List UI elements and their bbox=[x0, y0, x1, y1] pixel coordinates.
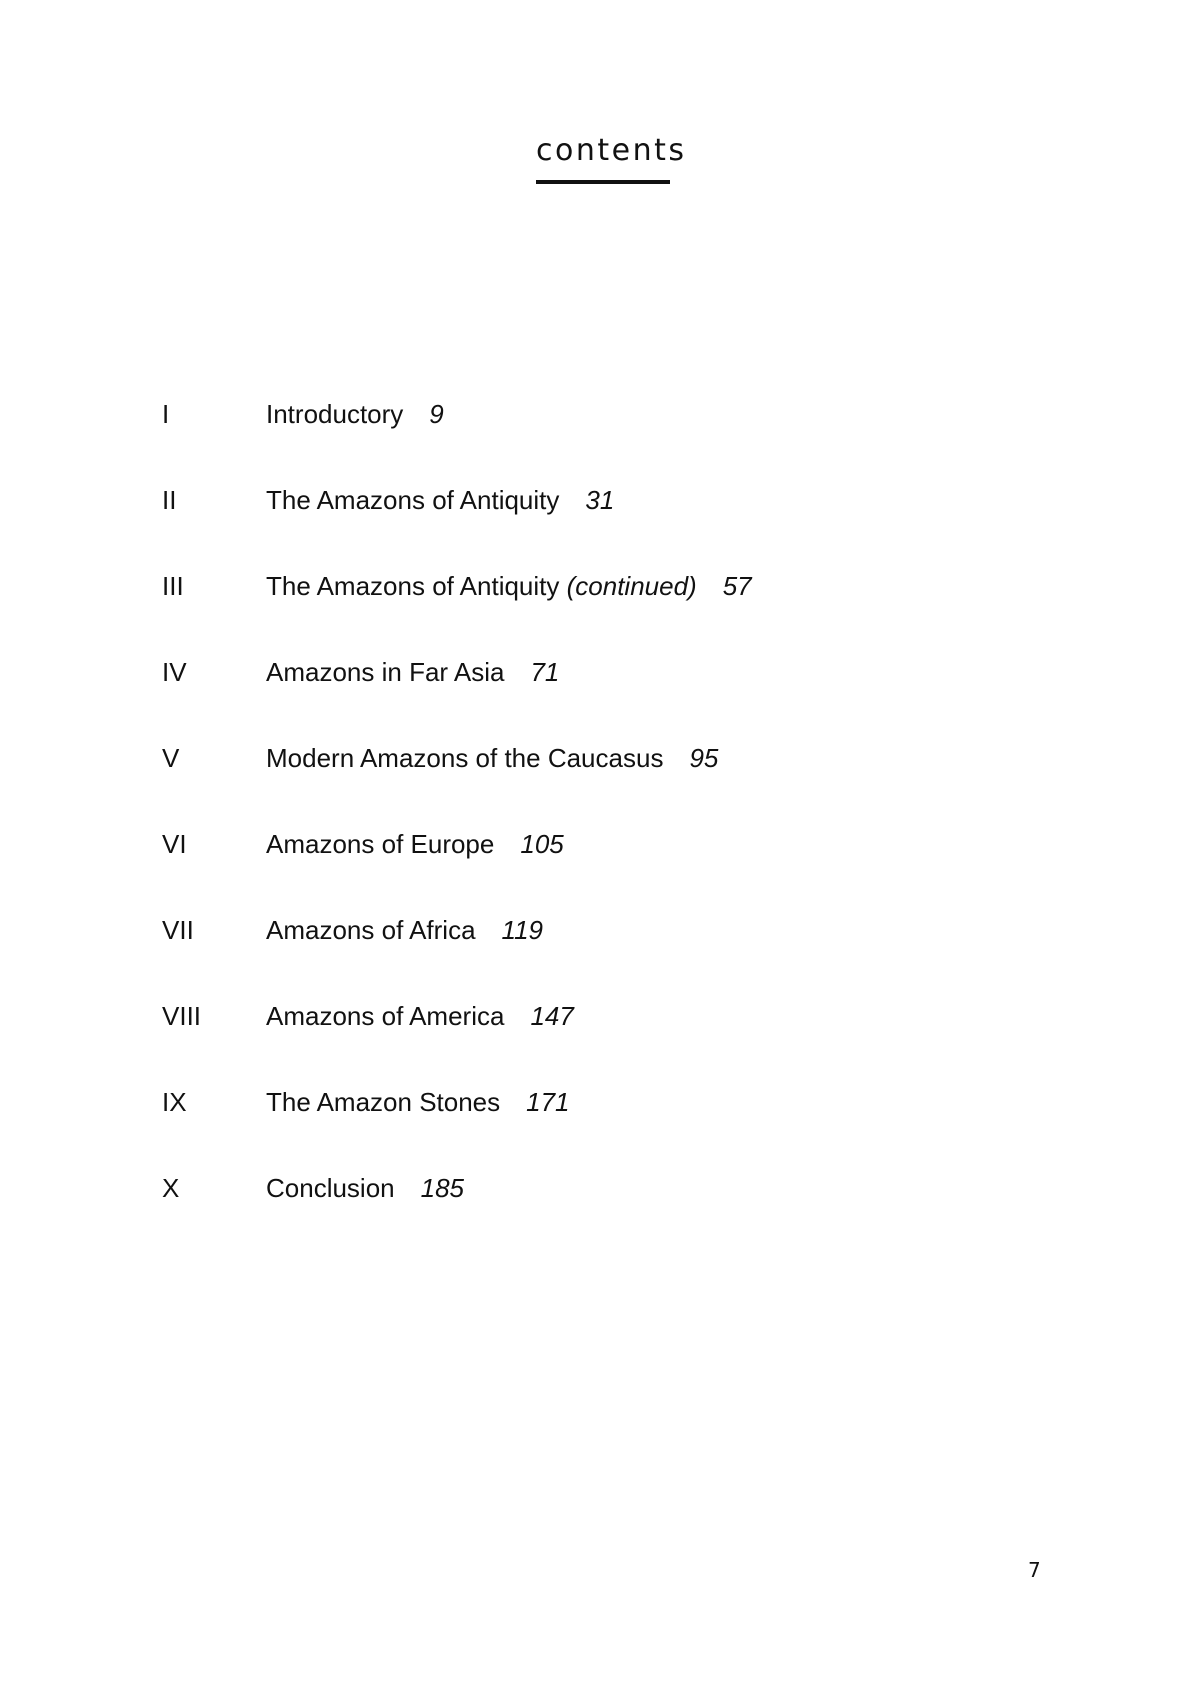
table-of-contents bbox=[0, 396, 1200, 1256]
chapter-page: 119 bbox=[501, 915, 543, 945]
toc-row[interactable] bbox=[0, 1170, 1200, 1256]
page-number: 7 bbox=[1028, 1558, 1041, 1582]
chapter-title: Introductory bbox=[266, 399, 404, 429]
toc-row[interactable] bbox=[0, 826, 1200, 912]
chapter-entry bbox=[266, 482, 614, 518]
chapter-numeral: VII bbox=[162, 915, 194, 945]
chapter-page: 9 bbox=[429, 399, 444, 429]
chapter-title: The Amazons of Antiquity bbox=[266, 485, 560, 515]
chapter-entry bbox=[266, 396, 444, 432]
toc-row[interactable] bbox=[0, 482, 1200, 568]
toc-row[interactable] bbox=[0, 396, 1200, 482]
chapter-numeral: VI bbox=[162, 829, 187, 859]
chapter-note: (continued) bbox=[566, 571, 697, 601]
chapter-title: Amazons of America bbox=[266, 1001, 505, 1031]
chapter-page: 57 bbox=[722, 571, 752, 601]
chapter-numeral: VIII bbox=[162, 1001, 202, 1031]
chapter-numeral: II bbox=[162, 485, 177, 515]
chapter-entry bbox=[266, 654, 559, 690]
heading-text: contents bbox=[536, 133, 687, 168]
chapter-entry bbox=[266, 912, 543, 948]
chapter-entry bbox=[266, 740, 718, 776]
chapter-entry bbox=[266, 568, 752, 604]
toc-row[interactable] bbox=[0, 568, 1200, 654]
chapter-title: The Amazons of Antiquity bbox=[266, 571, 560, 601]
chapter-numeral: V bbox=[162, 743, 180, 773]
toc-row[interactable] bbox=[0, 654, 1200, 740]
chapter-title: The Amazon Stones bbox=[266, 1087, 501, 1117]
chapter-title: Amazons of Europe bbox=[266, 829, 495, 859]
chapter-title: Conclusion bbox=[266, 1173, 395, 1203]
chapter-entry bbox=[266, 998, 574, 1034]
chapter-numeral: IX bbox=[162, 1087, 187, 1117]
chapter-numeral: III bbox=[162, 571, 184, 601]
chapter-entry bbox=[266, 1170, 464, 1206]
toc-row[interactable] bbox=[0, 1084, 1200, 1170]
chapter-numeral: IV bbox=[162, 657, 187, 687]
toc-row[interactable] bbox=[0, 912, 1200, 998]
toc-row[interactable] bbox=[0, 998, 1200, 1084]
heading-underline bbox=[536, 180, 670, 184]
chapter-entry bbox=[266, 1084, 570, 1120]
toc-row[interactable] bbox=[0, 740, 1200, 826]
chapter-page: 71 bbox=[530, 657, 560, 687]
chapter-page: 185 bbox=[420, 1173, 465, 1203]
chapter-entry bbox=[266, 826, 564, 862]
chapter-page: 147 bbox=[530, 1001, 574, 1031]
chapter-title: Amazons in Far Asia bbox=[266, 657, 505, 687]
chapter-title: Amazons of Africa bbox=[266, 915, 476, 945]
chapter-title: Modern Amazons of the Caucasus bbox=[266, 743, 664, 773]
chapter-page: 31 bbox=[585, 485, 615, 515]
contents-heading bbox=[536, 133, 687, 184]
chapter-page: 95 bbox=[689, 743, 719, 773]
chapter-numeral: I bbox=[162, 399, 170, 429]
chapter-numeral: X bbox=[162, 1173, 180, 1203]
chapter-page: 105 bbox=[520, 829, 564, 859]
chapter-page: 171 bbox=[526, 1087, 570, 1117]
